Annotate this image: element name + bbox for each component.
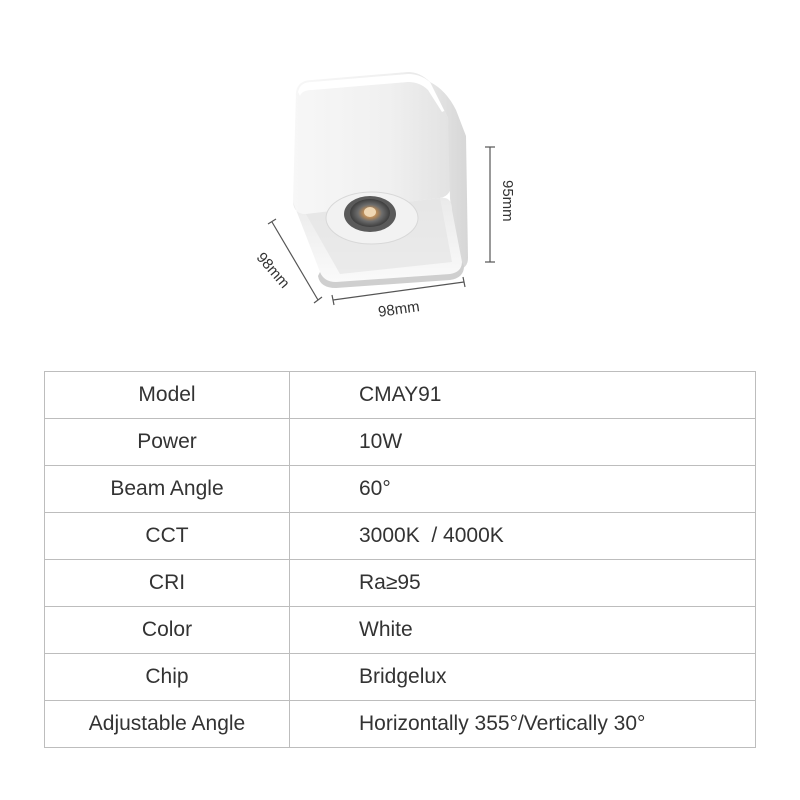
product-figure — [0, 0, 800, 360]
depth-dimension-label: 98mm — [252, 249, 293, 292]
height-dimension-label: 95mm — [499, 180, 516, 222]
width-dimension-label: 98mm — [377, 298, 421, 321]
spec-label: Chip — [45, 654, 290, 701]
spec-value: CMAY91 — [290, 372, 756, 419]
spec-value: 60° — [290, 466, 756, 513]
spec-label: Adjustable Angle — [45, 701, 290, 748]
table-row — [45, 701, 756, 748]
spec-label: CRI — [45, 560, 290, 607]
spec-label: Beam Angle — [45, 466, 290, 513]
table-row — [45, 607, 756, 654]
table-row — [45, 372, 756, 419]
lamp-chip — [364, 207, 376, 217]
table-row — [45, 560, 756, 607]
spec-value: Bridgelux — [290, 654, 756, 701]
spec-label: CCT — [45, 513, 290, 560]
spec-value: 3000K / 4000K — [290, 513, 756, 560]
spec-label: Power — [45, 419, 290, 466]
spec-value: Horizontally 355°/Vertically 30° — [290, 701, 756, 748]
table-row — [45, 513, 756, 560]
spec-label: Color — [45, 607, 290, 654]
spec-label: Model — [45, 372, 290, 419]
spec-value: 10W — [290, 419, 756, 466]
table-row — [45, 654, 756, 701]
table-row — [45, 419, 756, 466]
spec-value: White — [290, 607, 756, 654]
table-row — [45, 466, 756, 513]
spec-value: Ra≥95 — [290, 560, 756, 607]
spec-table — [44, 371, 756, 748]
